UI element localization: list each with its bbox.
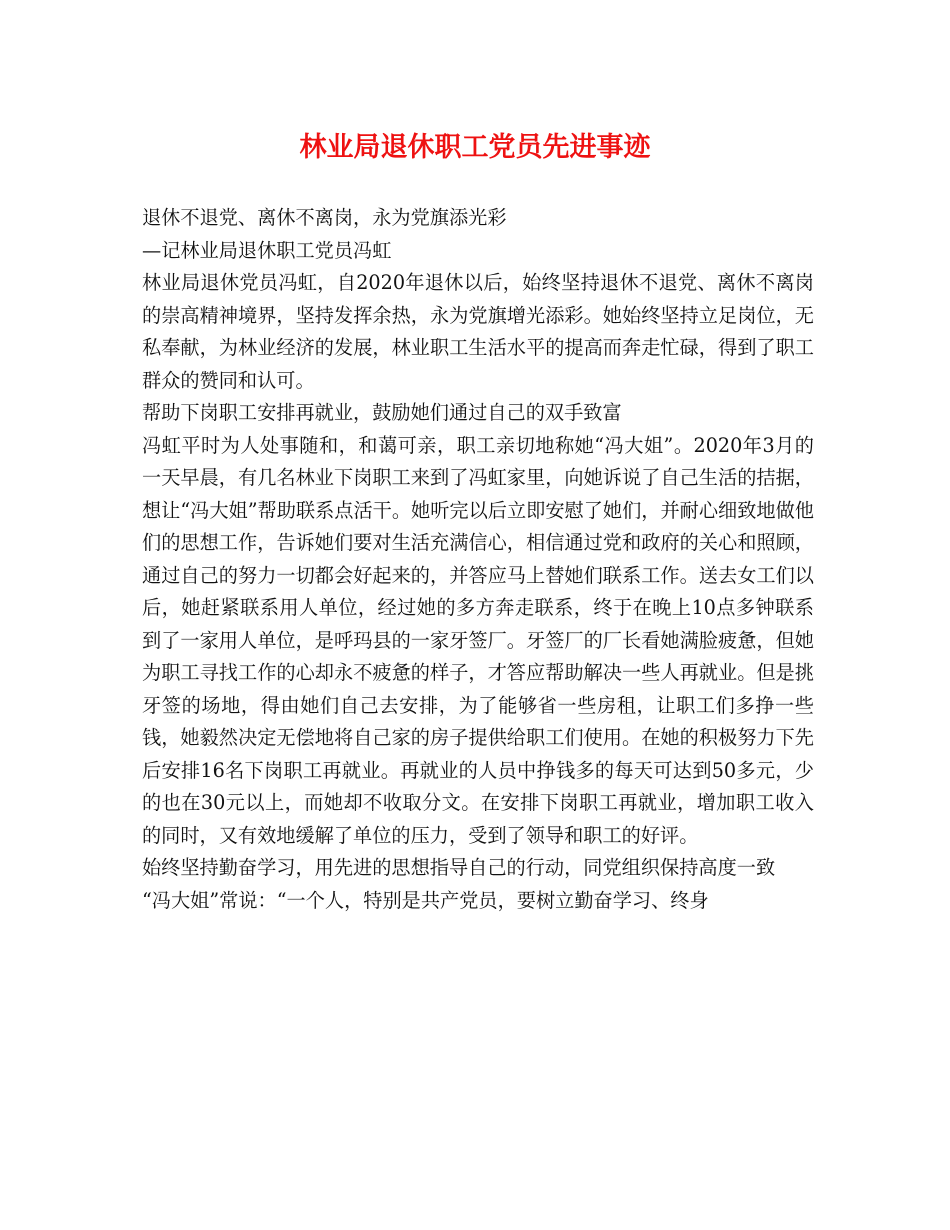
subtitle-byline: —记林业局退休职工党员冯虹 [142,238,392,262]
document-body [142,202,814,917]
subtitle-heading: 退休不退党、离休不离岗，永为党旗添光彩 [142,206,507,229]
section-heading: 帮助下岗职工安排再就业，鼓励她们通过自己的双手致富 [142,401,622,424]
section-heading: 始终坚持勤奋学习，用先进的思想指导自己的行动，同党组织保持高度一致 [142,856,776,879]
document-title: 林业局退休职工党员先进事迹 [299,132,651,163]
body-paragraph: “冯大姐”常说：“一个人，特别是共产党员，要树立勤奋学习、终身 [142,888,709,912]
body-paragraph: 林业局退休党员冯虹，自2020年退休以后，始终坚持退休不退党、离休不离岗的崇高精神境界，坚持发挥余热，永为党旗增光添彩。她始终坚持立足岗位，无私奉献，为林业经济的发展，林业职工生活水平的提高而奔走忙碌，得到了职工群众的赞同和认可。 [142,271,814,392]
body-paragraph: 冯虹平时为人处事随和，和蔼可亲，职工亲切地称她“冯大姐”。2020年3月的一天早晨，有几名林业下岗职工来到了冯虹家里，向她诉说了自己生活的拮据，想让“冯大姐”帮助联系点活干。她听完以后立即安慰了她们，并耐心细致地做他们的思想工作，告诉她们要对生活充满信心，相信通过党和政府的关心和照顾，通过自己的努力一切都会好起来的，并答应马上替她们联系工作。送去女工们以后，她赶紧联系用人单位，经过她的多方奔走联系，终于在晚上10点多钟联系到了一家用人单位，是呼玛县的一家牙签厂。牙签厂的厂长看她满脸疲惫，但她为职工寻找工作的心却永不疲惫的样子，才答应帮助解决一些人再就业。但是挑牙签的场地，得由她们自己去安排，为了能够省一些房租，让职工们多挣一些钱，她毅然决定无偿地将自己家的房子提供给职工们使用。在她的积极努力下先后安排16名下岗职工再就业。再就业的人员中挣钱多的每天可达到50多元，少的也在30元以上，而她却不收取分文。在安排下岗职工再就业，增加职工收入的同时，又有效地缓解了单位的压力，受到了领导和职工的好评。 [142,433,814,847]
